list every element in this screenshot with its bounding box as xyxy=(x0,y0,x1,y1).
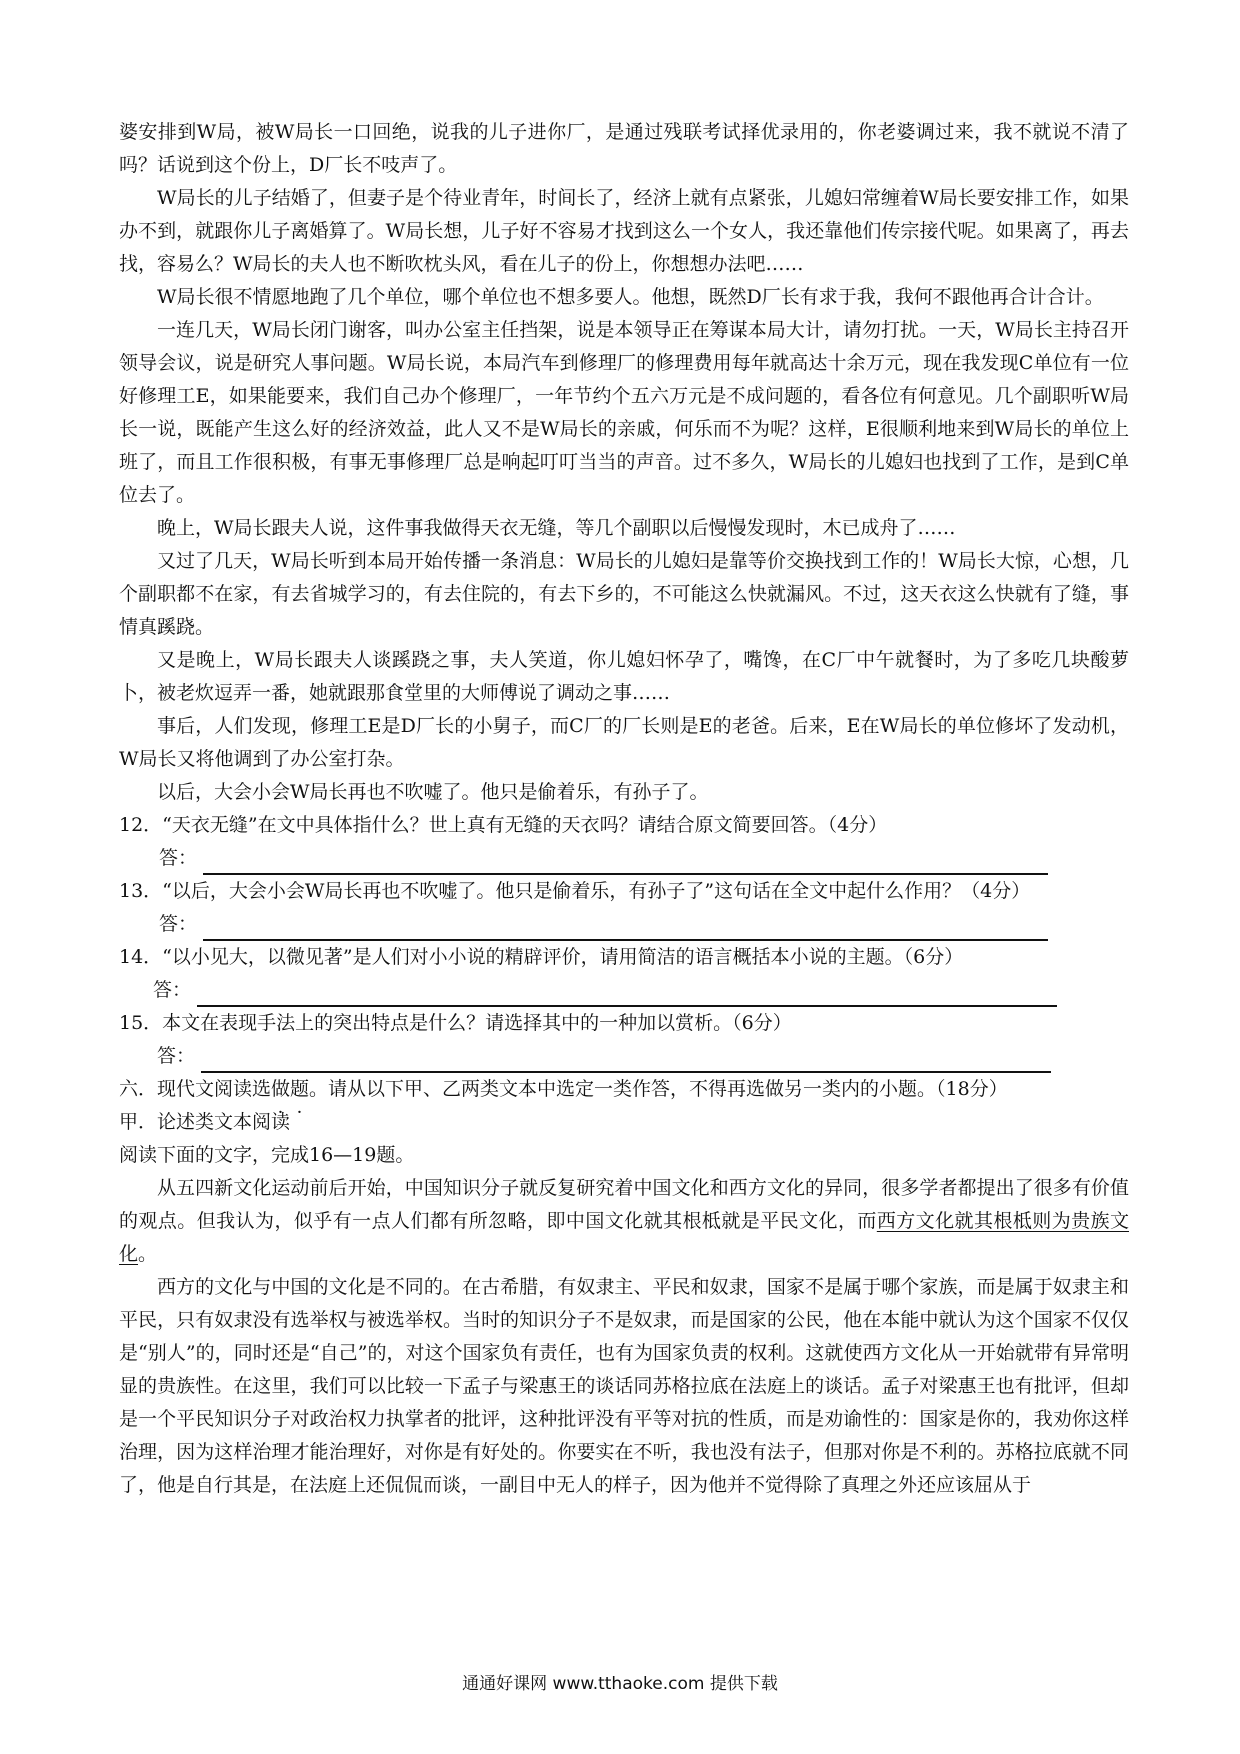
answer-label: 答： xyxy=(157,1045,196,1067)
essay-paragraph-2: 西方的文化与中国的文化是不同的。在古希腊，有奴隶主、平民和奴隶，国家不是属于哪个家族，而是属于奴隶主和平民，只有奴隶没有选举权与被选举权。当时的知识分子不是奴隶，而是国家的公民，他在本能中就认为这个国家不仅仅是“别人”的，同时还是“自己”的，对这个国家负有责任，也有为国家负责的权利。这就使西方文化从一开始就带有异常明显的贵族性。在这里，我们可以比较一下孟子与梁惠王的谈话同苏格拉底在法庭上的谈话。孟子对梁惠王也有批评，但却是一个平民知识分子对政治权力执掌者的批评，这种批评没有平等对抗的性质，而是劝谕性的：国家是你的，我劝你这样治理，因为这样治理才能治理好，对你是有好处的。你要实在不听，我也没有法子，但那对你是不利的。苏格拉底就不同了，他是自行其是，在法庭上还侃侃而谈，一副目中无人的样子，因为他并不觉得除了真理之外还应该屈从于 xyxy=(119,1276,1129,1496)
story-paragraph-9: 以后，大会小会W局长再也不吹嘘了。他只是偷着乐，有孙子了。 xyxy=(157,781,709,803)
story-paragraph-1: 婆安排到W局，被W局长一口回绝，说我的儿子进你厂，是通过残联考试择优录用的，你老婆调过来，我不就说不清了吗？话说到这个份上，D厂长不吱声了。 xyxy=(119,121,1129,176)
answer-rule xyxy=(197,983,1057,1007)
answer-label: 答： xyxy=(159,913,198,935)
story-paragraph-4: 一连几天，W局长闭门谢客，叫办公室主任挡架，说是本领导正在筹谋本局大计，请勿打扰。一天，W局长主持召开领导会议，说是研究人事问题。W局长说，本局汽车到修理厂的修理费用每年就高达十余万元，现在我发现C单位有一位好修理工E，如果能要来，我们自己办个修理厂，一年节约个五六万元是不成问题的，看各位有何意见。几个副职听W局长一说，既能产生这么好的经济效益，此人又不是W局长的亲戚，何乐而不为呢？这样，E很顺利地来到W局长的单位上班了，而且工作很积极，有事无事修理厂总是响起叮叮当当的声音。过不多久，W局长的儿媳妇也找到了工作，是到C单位去了。 xyxy=(119,319,1129,506)
essay-paragraph-1 xyxy=(119,1172,1129,1271)
question-14: 14．“以小见大，以微见著”是人们对小小说的精辟评价，请用简洁的语言概括本小说的主题。（6分） xyxy=(119,946,964,968)
answer-line-13[interactable] xyxy=(119,908,1129,941)
story-paragraph-2: W局长的儿子结婚了，但妻子是个待业青年，时间长了，经济上就有点紧张，儿媳妇常缠着W局长要安排工作，如果办不到，就跟你儿子离婚算了。W局长想，儿子好不容易才找到这么一个女人，我还靠他们传宗接代呢。如果离了，再去找，容易么？W局长的夫人也不断吹枕头风，看在儿子的份上，你想想办法吧…… xyxy=(119,187,1129,275)
answer-rule xyxy=(201,1049,1051,1073)
question-15: 15．本文在表现手法上的突出特点是什么？请选择其中的一种加以赏析。（6分） xyxy=(119,1012,792,1034)
section-6-post: 。请从以下甲、乙两类文本中选定一类作答，不得再选做另一类内的小题。（18分） xyxy=(309,1078,1008,1100)
page-content xyxy=(119,116,1129,1502)
story-paragraph-6: 又过了几天，W局长听到本局开始传播一条消息：W局长的儿媳妇是靠等价交换找到工作的！W局长大惊，心想，几个副职都不在家，有去省城学习的，有去住院的，有去下乡的，不可能这么快就漏风。不过，这天衣这么快就有了缝，事情真蹊跷。 xyxy=(119,550,1129,638)
story-paragraph-3: W局长很不情愿地跑了几个单位，哪个单位也不想多要人。他想，既然D厂长有求于我，我何不跟他再合计合计。 xyxy=(157,286,1104,308)
answer-rule xyxy=(203,917,1048,941)
answer-rule xyxy=(203,851,1048,875)
answer-line-15[interactable] xyxy=(119,1040,1129,1073)
section-6-pre: 六．现代文阅读选 xyxy=(119,1078,272,1100)
essay-p1-end: 。 xyxy=(138,1243,158,1265)
answer-line-14[interactable] xyxy=(119,974,1129,1007)
answer-label: 答： xyxy=(159,847,198,869)
question-13: 13．“以后，大会小会W局长再也不吹嘘了。他只是偷着乐，有孙子了”这句话在全文中起什么作用？（4分） xyxy=(119,880,1031,902)
page-footer: 通通好课网 www.tthaoke.com 提供下载 xyxy=(462,1674,778,1694)
answer-line-12[interactable] xyxy=(119,842,1129,875)
question-12: 12．“天衣无缝”在文中具体指什么？世上真有无缝的天衣吗？请结合原文简要回答。（4分） xyxy=(119,814,888,836)
section-6-heading xyxy=(119,1073,1129,1106)
story-paragraph-5: 晚上，W局长跟夫人说，这件事我做得天衣无缝，等几个副职以后慢慢发现时，木已成舟了…… xyxy=(157,517,956,539)
emphasis-char-2: 题 xyxy=(290,1078,310,1100)
emphasis-char-1: 做 xyxy=(271,1078,291,1100)
subsection-title: 甲．论述类文本阅读 xyxy=(119,1111,291,1133)
essay-p1-text: 从五四新文化运动前后开始，中国知识分子就反复研究着中国文化和西方文化的异同，很多学者都提出了很多有价值的观点。但我认为，似乎有一点人们都有所忽略，即中国文化就其根柢就是平民文化，而 xyxy=(119,1177,1129,1232)
underlined-phrase: 西方文化就其根柢则为贵族文化 xyxy=(119,1210,1129,1265)
story-paragraph-8: 事后，人们发现，修理工E是D厂长的小舅子，而C厂的厂长则是E的老爸。后来，E在W局长的单位修坏了发动机，W局长又将他调到了办公室打杂。 xyxy=(119,715,1129,770)
answer-label: 答： xyxy=(153,979,192,1001)
story-paragraph-7: 又是晚上，W局长跟夫人谈蹊跷之事，夫人笑道，你儿媳妇怀孕了，嘴馋，在C厂中午就餐时，为了多吃几块酸萝卜，被老炊逗弄一番，她就跟那食堂里的大师傅说了调动之事…… xyxy=(119,649,1129,704)
reading-instruction: 阅读下面的文字，完成16—19题。 xyxy=(119,1144,415,1166)
